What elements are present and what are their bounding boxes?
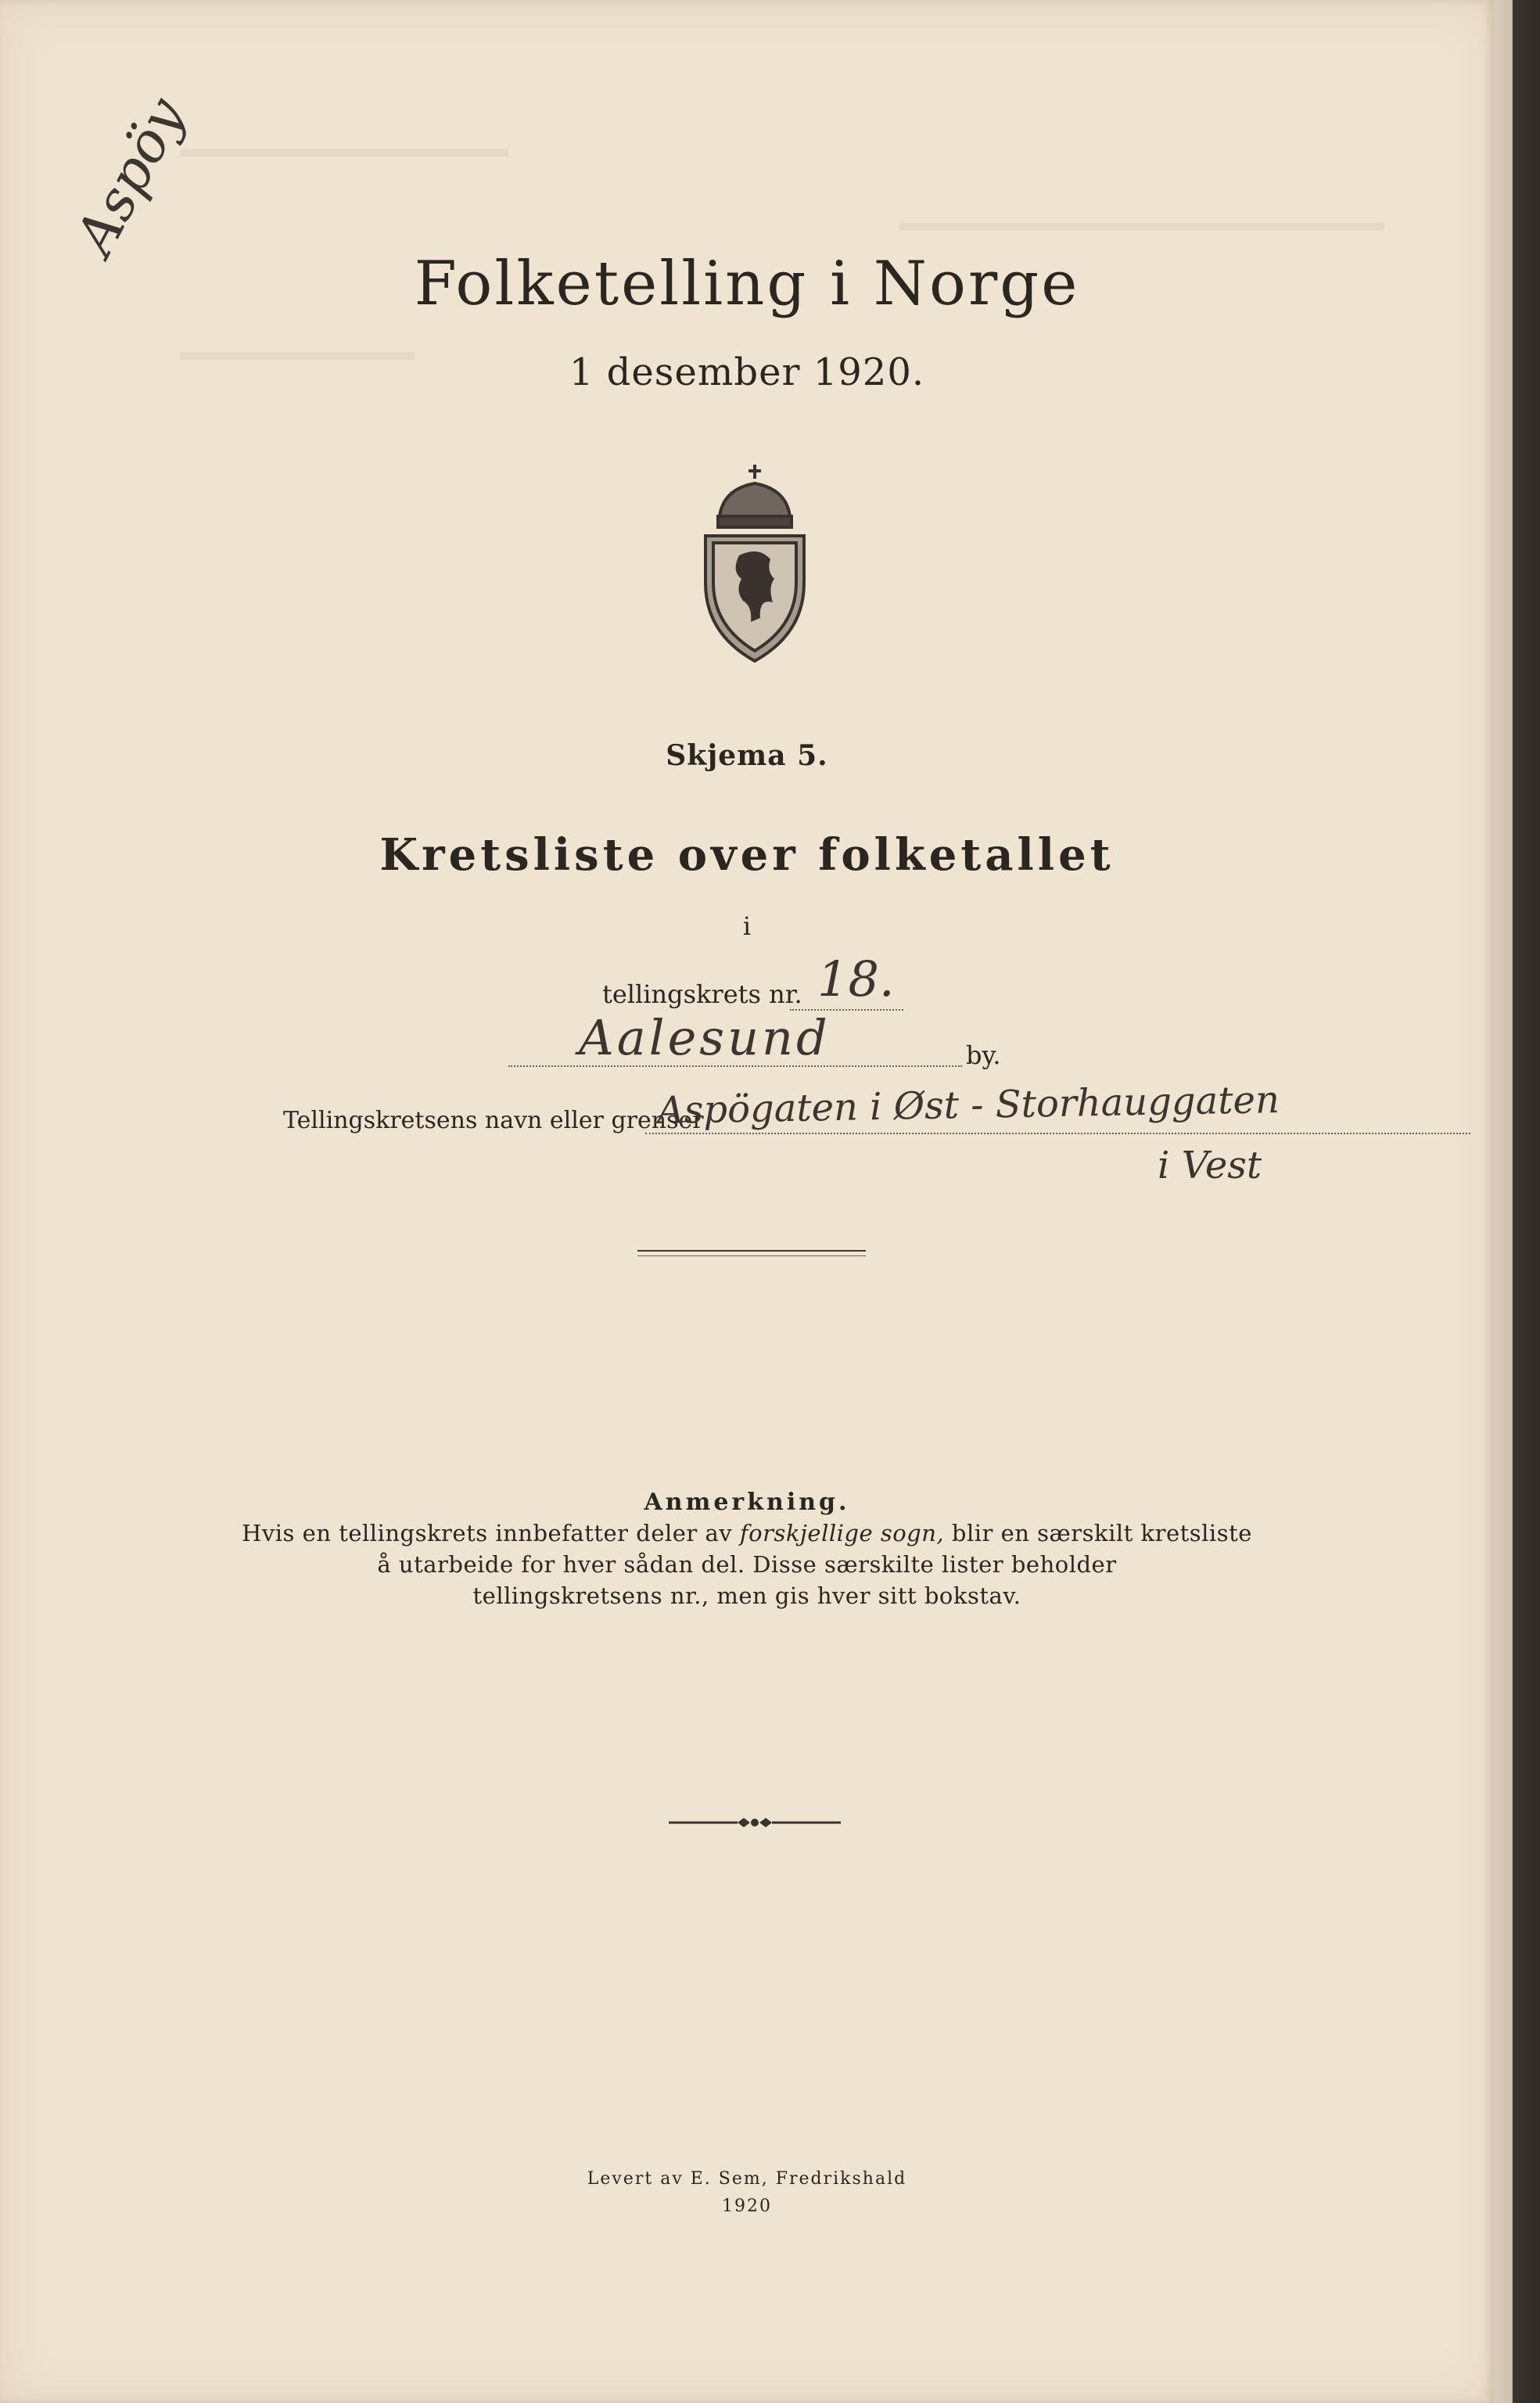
note-line-1-start: Hvis en tellingskrets innbefatter deler av xyxy=(242,1520,740,1546)
divider xyxy=(637,1255,866,1256)
list-title: Kretsliste over folketallet xyxy=(379,829,1115,881)
note-line-1-emphasis: forskjellige sogn, xyxy=(739,1520,945,1546)
bleed-through-mark xyxy=(180,149,508,156)
bleed-through-mark xyxy=(899,223,1384,231)
divider xyxy=(637,1250,866,1252)
district-number: 18. xyxy=(817,950,895,1008)
margin-note: Aspöy xyxy=(63,87,198,265)
coat-of-arms-icon xyxy=(696,462,813,665)
boundary-handwriting-2: i Vest xyxy=(1158,1144,1262,1187)
census-date: 1 desember 1920. xyxy=(569,350,925,394)
printer-info: Levert av E. Sem, Fredrikshald xyxy=(587,2169,907,2189)
ornament-divider xyxy=(669,1811,841,1834)
town-name: Aalesund xyxy=(579,1009,831,1066)
district-label: tellingskrets nr. xyxy=(602,979,802,1009)
printer-year: 1920 xyxy=(722,2196,772,2216)
document-title: Folketelling i Norge xyxy=(414,249,1080,319)
note-heading: Anmerkning. xyxy=(644,1489,850,1516)
note-line-1 xyxy=(0,1520,1494,1546)
boundary-handwriting-1: Aspögaten i Øst - Storhauggaten xyxy=(656,1078,1280,1133)
preposition: i xyxy=(742,911,752,941)
note-line-2: å utarbeide for hver sådan del. Disse særskilte lister beholder xyxy=(377,1551,1117,1578)
boundary-line xyxy=(645,1133,1470,1134)
note-line-1-end: blir en særskilt kretsliste xyxy=(944,1520,1252,1546)
schema-number: Skjema 5. xyxy=(666,739,828,772)
note-line-3: tellingskretsens nr., men gis hver sitt bokstav. xyxy=(472,1582,1021,1609)
boundary-label: Tellingskretsens navn eller grenser xyxy=(283,1107,704,1134)
town-suffix: by. xyxy=(966,1040,1001,1070)
page-edge xyxy=(1494,0,1540,2403)
